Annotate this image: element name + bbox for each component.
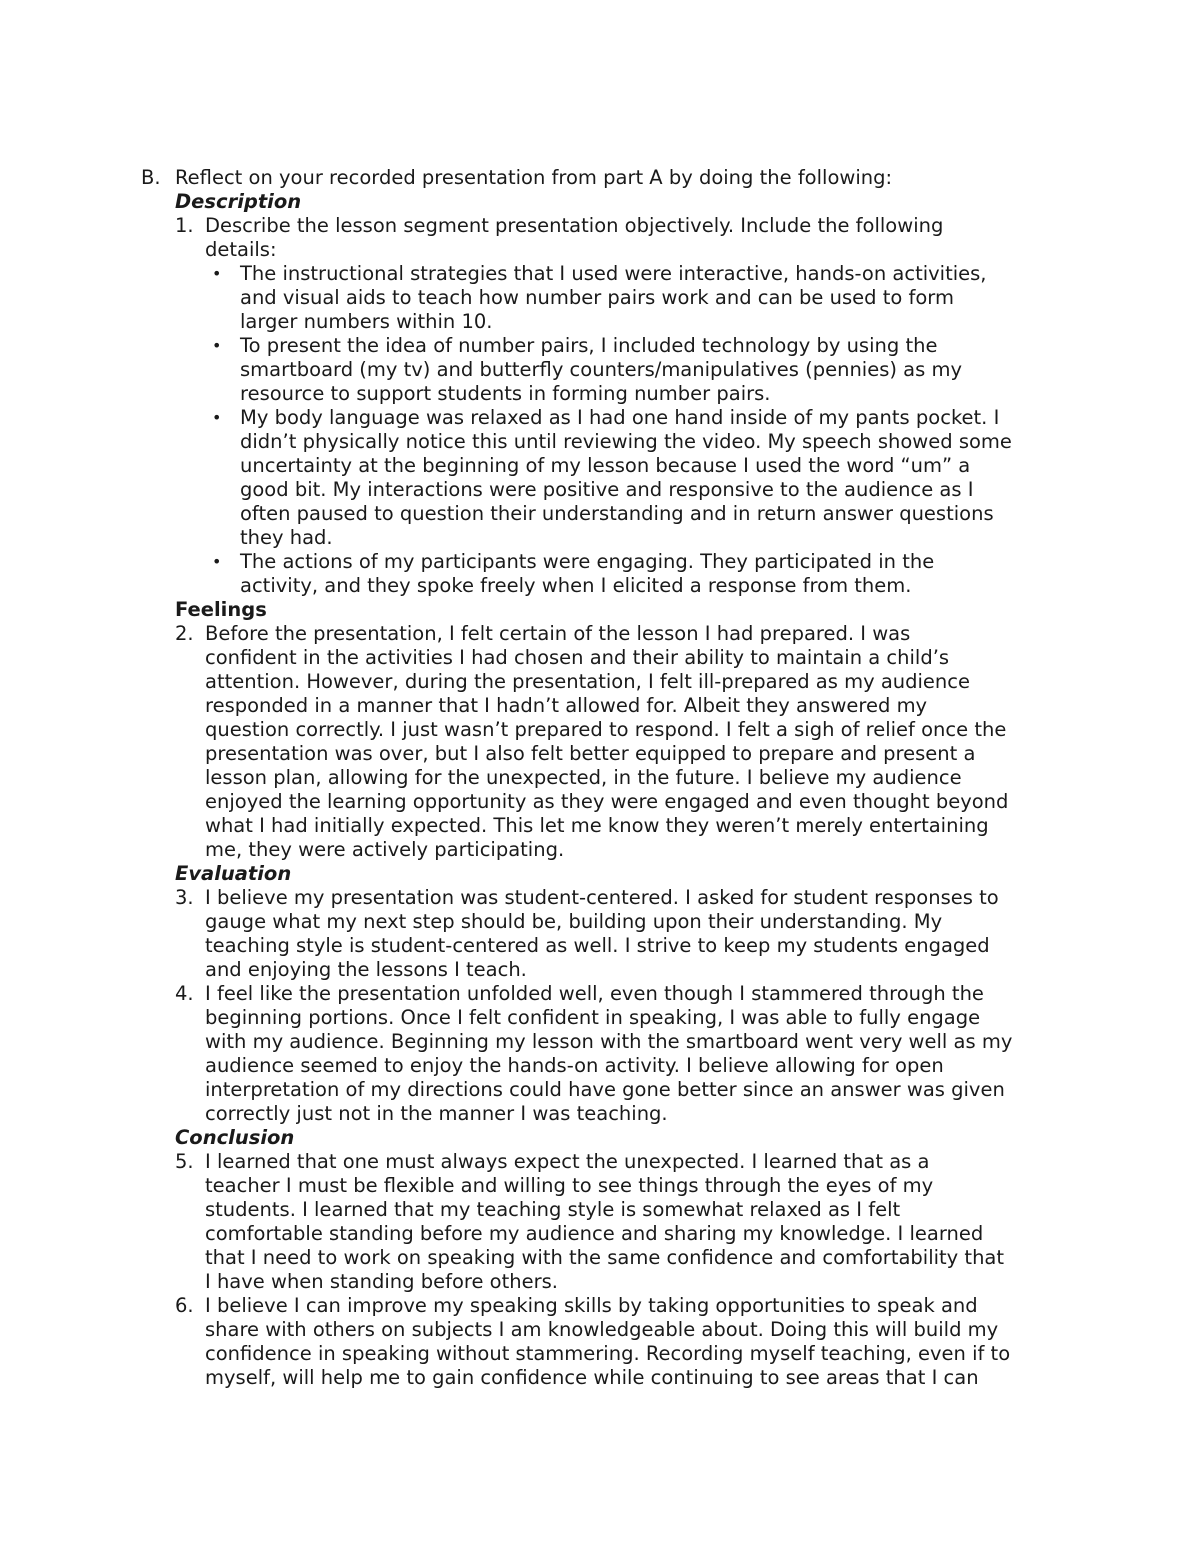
item-line: share with others on subjects I am knowledgeable about. Doing this will build my <box>205 1318 999 1341</box>
item-number: 6. <box>175 1294 194 1317</box>
section-b-intro <box>141 166 1071 190</box>
feelings-heading: Feelings <box>175 598 267 621</box>
numbered-item-6 <box>141 1294 1071 1390</box>
conclusion-heading: Conclusion <box>175 1126 295 1149</box>
item-line: interpretation of my directions could have gone better since an answer was given <box>205 1078 1005 1101</box>
bullet-item-body-language <box>141 406 1071 550</box>
item-number: 5. <box>175 1150 194 1173</box>
item-line: Before the presentation, I felt certain of the lesson I had prepared. I was <box>205 622 911 645</box>
bullet-item-technology <box>141 334 1071 406</box>
item-line: teacher I must be flexible and willing to see things through the eyes of my <box>205 1174 934 1197</box>
numbered-item-3 <box>141 886 1071 982</box>
item-line: teaching style is student-centered as well. I strive to keep my students engaged <box>205 934 990 957</box>
item-line: I learned that one must always expect the unexpected. I learned that as a <box>205 1150 930 1173</box>
item-line: myself, will help me to gain confidence while continuing to see areas that I can <box>205 1366 979 1389</box>
item-line: audience seemed to enjoy the hands-on activity. I believe allowing for open <box>205 1054 944 1077</box>
section-letter: B. <box>141 166 161 189</box>
item-line: that I need to work on speaking with the same confidence and comfortability that <box>205 1246 1005 1269</box>
bullet-line: My body language was relaxed as I had one hand inside of my pants pocket. I <box>240 406 1000 429</box>
bullet-line: smartboard (my tv) and butterfly counters/manipulatives (pennies) as my <box>240 358 963 381</box>
item-line: confidence in speaking without stammering. Recording myself teaching, even if to <box>205 1342 1011 1365</box>
bullet-line: To present the idea of number pairs, I included technology by using the <box>240 334 938 357</box>
item-line: confident in the activities I had chosen and their ability to maintain a child’s <box>205 646 950 669</box>
item-line: details: <box>205 238 277 261</box>
item-line: question correctly. I just wasn’t prepared to respond. I felt a sigh of relief once the <box>205 718 1007 741</box>
bullet-icon: • <box>212 408 222 427</box>
bullet-line: uncertainty at the beginning of my lesson because I used the word “um” a <box>240 454 971 477</box>
bullet-line: activity, and they spoke freely when I elicited a response from them. <box>240 574 912 597</box>
item-number: 3. <box>175 886 194 909</box>
bullet-line: The instructional strategies that I used were interactive, hands-on activities, <box>240 262 987 285</box>
bullet-line: didn’t physically notice this until reviewing the video. My speech showed some <box>240 430 1012 453</box>
item-line: presentation was over, but I also felt better equipped to prepare and present a <box>205 742 976 765</box>
item-number: 4. <box>175 982 194 1005</box>
item-line: students. I learned that my teaching style is somewhat relaxed as I felt <box>205 1198 901 1221</box>
item-line: comfortable standing before my audience and sharing my knowledge. I learned <box>205 1222 984 1245</box>
item-line: lesson plan, allowing for the unexpected, in the future. I believe my audience <box>205 766 962 789</box>
bullet-icon: • <box>212 264 222 283</box>
item-line: enjoyed the learning opportunity as they were engaged and even thought beyond <box>205 790 1009 813</box>
bullet-item-participants <box>141 550 1071 598</box>
bullet-line: they had. <box>240 526 333 549</box>
item-line: gauge what my next step should be, building upon their understanding. My <box>205 910 943 933</box>
item-line: Describe the lesson segment presentation objectively. Include the following <box>205 214 944 237</box>
item-line: I have when standing before others. <box>205 1270 558 1293</box>
numbered-item-2 <box>141 622 1071 862</box>
bullet-line: and visual aids to teach how number pairs work and can be used to form <box>240 286 954 309</box>
document-body <box>141 166 1071 1390</box>
bullet-icon: • <box>212 552 222 571</box>
bullet-item-strategies <box>141 262 1071 334</box>
item-line: I feel like the presentation unfolded well, even though I stammered through the <box>205 982 984 1005</box>
item-line: with my audience. Beginning my lesson with the smartboard went very well as my <box>205 1030 1013 1053</box>
bullet-line: larger numbers within 10. <box>240 310 493 333</box>
bullet-line: resource to support students in forming number pairs. <box>240 382 771 405</box>
bullet-line: good bit. My interactions were positive and responsive to the audience as I <box>240 478 974 501</box>
numbered-item-1 <box>141 214 1071 262</box>
item-line: responded in a manner that I hadn’t allowed for. Albeit they answered my <box>205 694 928 717</box>
item-line: and enjoying the lessons I teach. <box>205 958 527 981</box>
description-heading: Description <box>175 190 302 213</box>
bullet-icon: • <box>212 336 222 355</box>
item-line: me, they were actively participating. <box>205 838 565 861</box>
item-line: I believe my presentation was student-centered. I asked for student responses to <box>205 886 999 909</box>
bullet-line: often paused to question their understanding and in return answer questions <box>240 502 994 525</box>
numbered-item-5 <box>141 1150 1071 1294</box>
item-line: attention. However, during the presentation, I felt ill-prepared as my audience <box>205 670 971 693</box>
item-line: correctly just not in the manner I was teaching. <box>205 1102 668 1125</box>
item-number: 2. <box>175 622 194 645</box>
evaluation-heading: Evaluation <box>175 862 292 885</box>
item-line: I believe I can improve my speaking skills by taking opportunities to speak and <box>205 1294 978 1317</box>
item-line: what I had initially expected. This let me know they weren’t merely entertaining <box>205 814 989 837</box>
item-line: beginning portions. Once I felt confident in speaking, I was able to fully engage <box>205 1006 981 1029</box>
numbered-item-4 <box>141 982 1071 1126</box>
item-number: 1. <box>175 214 194 237</box>
bullet-line: The actions of my participants were engaging. They participated in the <box>240 550 935 573</box>
section-intro-text: Reflect on your recorded presentation from part A by doing the following: <box>175 166 893 189</box>
